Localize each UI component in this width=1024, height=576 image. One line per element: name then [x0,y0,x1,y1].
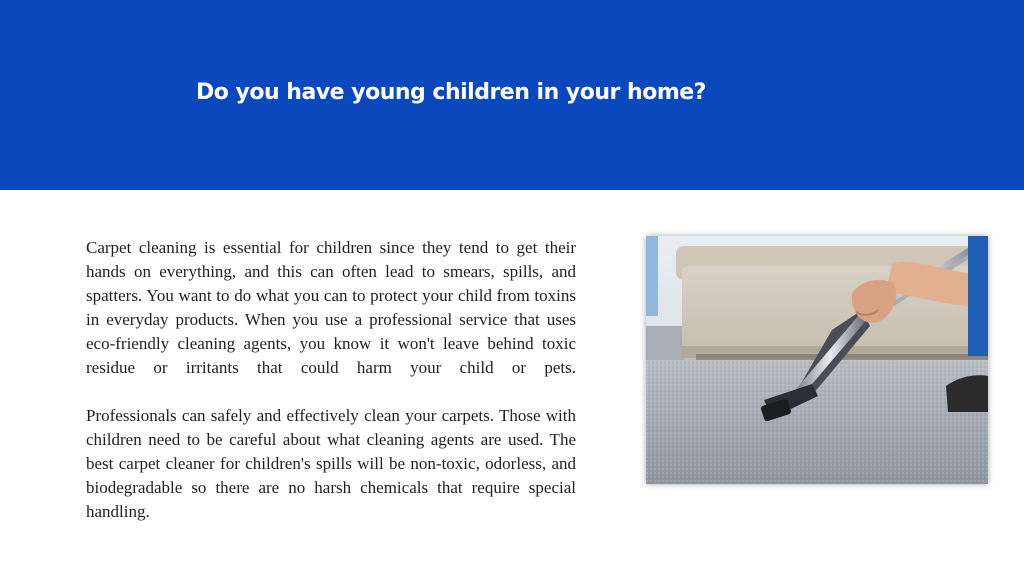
paragraph-1: Carpet cleaning is essential for children since they tend to get their hands on everything, and this can often lead to smears, spills, and spatters. You want to do what you can to protect your child from toxins in everyday products. When you use a professional service that uses eco-friendly cleaning agents, you know it won't leave behind toxic residue or irritants that could harm your child or pets. [86,238,576,377]
carpet-cleaning-illustration [646,236,988,484]
body-text [86,236,576,524]
header-band [0,0,1024,190]
page-title: Do you have young children in your home? [196,80,706,105]
paragraph-2: Professionals can safely and effectively clean your carpets. Those with children need to be careful about what cleaning agents are used. The best carpet cleaner for children's spills will be non-toxic, odorless, and biodegradable so there are no harsh chemicals that require special handling. [86,406,576,521]
paragraph-gap [86,380,576,404]
carpet-cleaning-photo [646,236,988,484]
